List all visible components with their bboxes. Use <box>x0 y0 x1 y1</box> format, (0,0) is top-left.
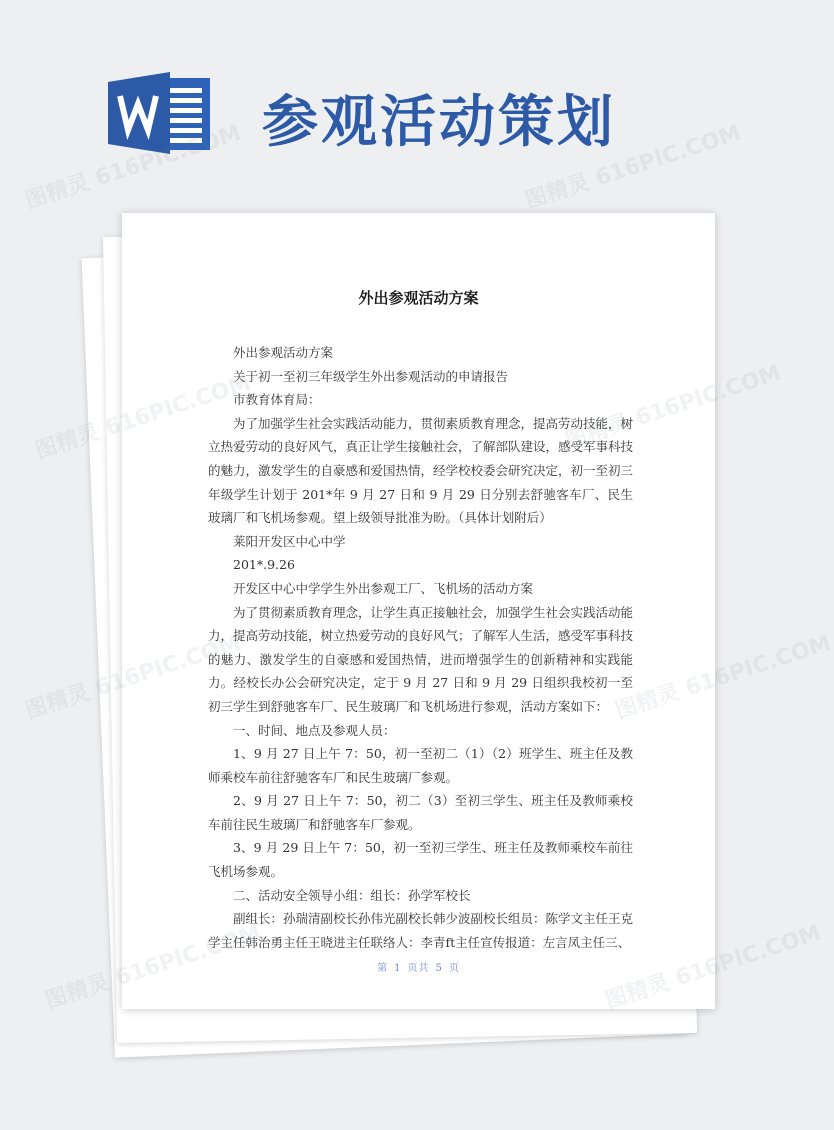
watermark: 图精灵 616PIC.COM <box>522 120 745 215</box>
paragraph: 副组长：孙瑞清副校长孙伟光副校长韩少波副校长组员：陈学文主任王克学主任韩治勇主任王晓进主任联络人：李青ft主任宣传报道：左言凤主任三、 <box>208 911 634 950</box>
paragraph: 关于初一至初三年级学生外出参观活动的申请报告 <box>233 368 509 384</box>
watermark: 图精灵 616PIC.COM <box>22 120 245 215</box>
watermark: 616PIC.COM <box>672 920 825 992</box>
paragraph: 1、9 月 27 日上午 7：50，初一至初二（1）（2）班学生、班主任及教师乘校车前往舒驰客车厂和民生玻璃厂参观。 <box>208 746 633 785</box>
paragraph: 莱阳开发区中心中学 <box>233 533 346 549</box>
paragraph: 市教育体育局： <box>233 392 321 408</box>
watermark: 图精灵 616PIC.COM <box>612 630 834 725</box>
footer-page-number: 1 <box>394 963 402 974</box>
document-title: 外出参观活动方案 <box>358 289 479 307</box>
paragraph: 一、时间、地点及参观人员： <box>233 722 396 738</box>
footer-suffix: 页 <box>448 963 460 974</box>
word-document-icon <box>108 70 220 156</box>
banner-title: 参观活动策划 <box>262 90 616 155</box>
document-page <box>122 213 715 1009</box>
paragraph: 201*.9.26 <box>233 557 295 573</box>
watermark: 图精灵 <box>22 679 93 725</box>
footer-total-pages: 5 <box>435 963 443 974</box>
document-body <box>208 341 633 954</box>
paragraph: 二、活动安全领导小组：组长：孙学军校长 <box>233 887 471 903</box>
paragraph: 为了贯彻素质教育理念，让学生真正接触社会，加强学生社会实践活动能力，提高劳动技能，树立热爱劳动的良好风气；了解军人生活，感受军事科技的魅力、激发学生的自豪感和爱国热情，进而增强学生的创新精神和实践能力。经校长办公会研究决定，定于 9 月 27 日和 9 月 29 日组织我校初一至初三学生到舒驰客车厂、民生玻璃厂和飞机场进行参观，活动方案如下： <box>208 604 634 714</box>
paragraph: 3、9 月 29 日上午 7：50，初一至初三学生、班主任及教师乘校车前往飞机场参观。 <box>208 840 633 880</box>
paragraph: 为了加强学生社会实践活动能力，贯彻素质教育理念，提高劳动技能，树立热爱劳动的良好风气，真正让学生接触社会，了解部队建设，感受军事科技的魅力，激发学生的自豪感和爱国热情，经学校校委会研究决定，初一至初三年级学生计划于 201*年 9 月 27 日和 9 月 29 日分别去舒驰客车厂、民生玻璃厂和飞机场参观。望上级领导批准为盼。（具体计划附后） <box>208 415 634 526</box>
watermark: 图精灵 <box>42 969 113 1015</box>
paragraph: 2、9 月 27 日上午 7：50，初二（3）至初三学生、班主任及教师乘校车前往民生玻璃厂和舒驰客车厂参观。 <box>208 793 633 832</box>
paragraph: 外出参观活动方案 <box>233 345 334 360</box>
footer-prefix: 第 <box>377 963 389 974</box>
footer-mid: 页共 <box>407 963 430 974</box>
watermark: 图精灵 <box>32 419 103 465</box>
page-footer <box>122 959 715 974</box>
paragraph: 开发区中心中学学生外出参观工厂、飞机场的活动方案 <box>233 580 534 596</box>
banner <box>0 0 800 200</box>
